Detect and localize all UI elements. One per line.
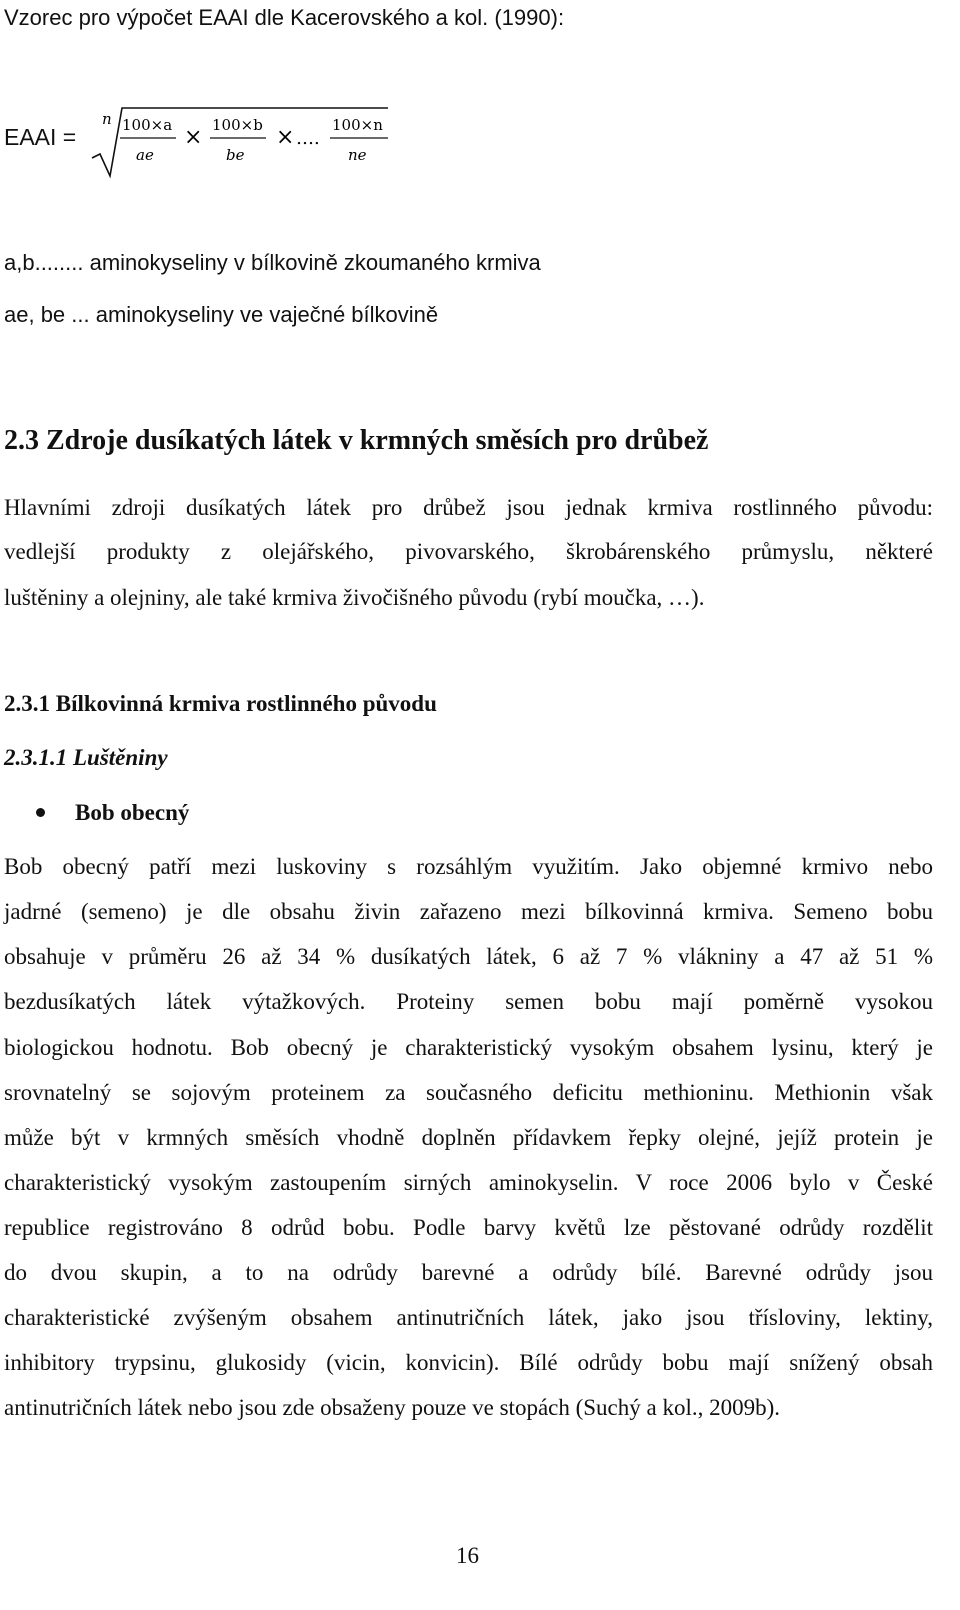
ellipsis: …. bbox=[296, 128, 320, 149]
body-paragraph-line: do dvou skupin, a to na odrůdy barevné a odrůdy bílé. Barevné odrůdy jsou bbox=[4, 1260, 933, 1285]
body-paragraph-line: bezdusíkatých látek výtažkových. Proteiny semen bobu mají poměrně vysokou bbox=[4, 989, 933, 1014]
subsection-heading: 2.3.1 Bílkovinná krmiva rostlinného původu bbox=[4, 691, 437, 716]
bullet-icon bbox=[36, 808, 45, 817]
body-paragraph-line: jadrné (semeno) je dle obsahu živin zařazeno mezi bílkovinná krmiva. Semeno bobu bbox=[4, 899, 933, 924]
section-paragraph-line: vedlejší produkty z olejářského, pivovarského, škrobárenského průmyslu, některé bbox=[4, 539, 933, 564]
section-paragraph-line: luštěniny a olejniny, ale také krmiva živočišného původu (rybí moučka, …). bbox=[4, 585, 705, 610]
termn-denominator: ne bbox=[348, 146, 367, 164]
formula-label: EAAI = bbox=[4, 124, 77, 150]
root-index: n bbox=[102, 110, 112, 128]
term1-denominator: ae bbox=[136, 146, 154, 164]
body-paragraph-line: charakteristický vysokým zastoupením sirných aminokyselin. V roce 2006 bylo v České bbox=[4, 1170, 933, 1195]
formula-graphic bbox=[4, 100, 424, 180]
times-sign-1: × bbox=[184, 125, 203, 150]
body-paragraph-line: antinutričních látek nebo jsou zde obsaženy pouze ve stopách (Suchý a kol., 2009b). bbox=[4, 1395, 781, 1420]
eaai-formula bbox=[4, 100, 424, 180]
legend-line-2: ae, be ... aminokyseliny ve vaječné bílkovině bbox=[4, 302, 439, 327]
body-paragraph-line: obsahuje v průměru 26 až 34 % dusíkatých látek, 6 až 7 % vlákniny a 47 až 51 % bbox=[4, 944, 933, 969]
body-paragraph-line: srovnatelný se sojovým proteinem za současného deficitu methioninu. Methionin však bbox=[4, 1080, 933, 1105]
term2-numerator: 100×b bbox=[212, 116, 263, 134]
body-paragraph-line: biologickou hodnotu. Bob obecný je charakteristický vysokým obsahem lysinu, který je bbox=[4, 1035, 933, 1060]
term1-numerator: 100×a bbox=[122, 116, 173, 134]
times-sign-2: × bbox=[276, 125, 295, 150]
body-paragraph-line: může být v krmných směsích vhodně doplněn přídavkem řepky olejné, jejíž protein je bbox=[4, 1125, 933, 1150]
term2-denominator: be bbox=[226, 146, 245, 164]
body-paragraph-line: inhibitory trypsinu, glukosidy (vicin, konvicin). Bílé odrůdy bobu mají snížený obsah bbox=[4, 1350, 933, 1375]
formula-intro: Vzorec pro výpočet EAAI dle Kacerovského a kol. (1990): bbox=[4, 5, 565, 30]
bullet-item-label: Bob obecný bbox=[75, 800, 190, 825]
section-heading: 2.3 Zdroje dusíkatých látek v krmných směsích pro drůbež bbox=[4, 425, 709, 456]
bullet-item bbox=[36, 799, 189, 827]
legend-line-1: a,b........ aminokyseliny v bílkovině zkoumaného krmiva bbox=[4, 250, 541, 275]
section-paragraph-line: Hlavními zdroji dusíkatých látek pro drůbež jsou jednak krmiva rostlinného původu: bbox=[4, 495, 933, 520]
page-number: 16 bbox=[456, 1543, 479, 1568]
subsubsection-heading: 2.3.1.1 Luštěniny bbox=[4, 745, 168, 770]
body-paragraph-line: Bob obecný patří mezi luskoviny s rozsáhlým využitím. Jako objemné krmivo nebo bbox=[4, 854, 933, 879]
body-paragraph-line: republice registrováno 8 odrůd bobu. Podle barvy květů lze pěstované odrůdy rozdělit bbox=[4, 1215, 933, 1240]
termn-numerator: 100×n bbox=[332, 116, 383, 134]
body-paragraph-line: charakteristické zvýšeným obsahem antinutričních látek, jako jsou třísloviny, lektiny, bbox=[4, 1305, 933, 1330]
